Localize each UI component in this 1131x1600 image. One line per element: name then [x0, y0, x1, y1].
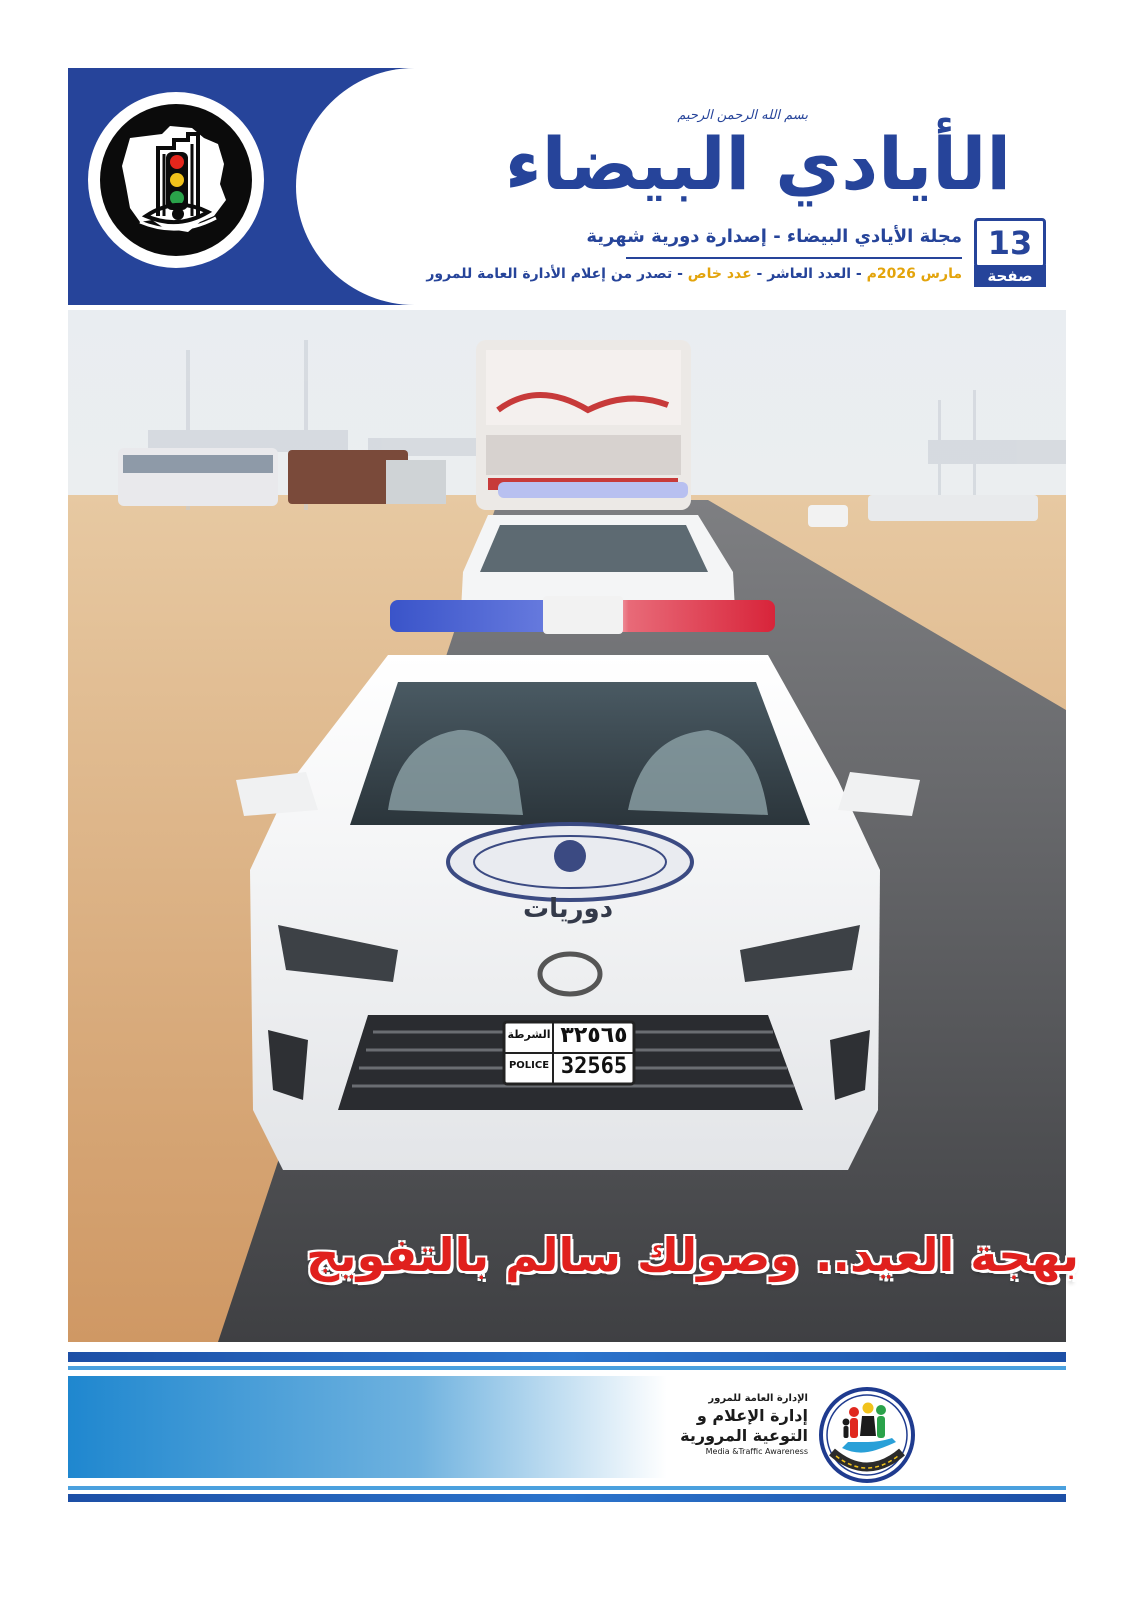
cover-headline: بهجة العيد.. وصولك سالم بالتفويج [306, 1228, 1079, 1282]
footer-stripe-base [68, 1494, 1066, 1502]
dept-line2: إدارة الإعلام و [696, 1406, 808, 1425]
magazine-title: الأيادي البيضاء [504, 122, 1011, 206]
plate-arabic-number: ٣٢٥٦٥ [560, 1023, 628, 1048]
magazine-logo [88, 92, 264, 268]
traffic-light-sudan-map-icon [100, 104, 252, 256]
issue-date: مارس 2026م [866, 266, 962, 282]
department-label [668, 1392, 808, 1458]
basmala: بسم الله الرحمن الرحيم [677, 108, 808, 123]
dept-line3: التوعية المرورية [680, 1426, 808, 1445]
dept-line1: الإدارة العامة للمرور [708, 1393, 808, 1404]
masthead [68, 68, 1066, 305]
cover-photo [68, 310, 1066, 1342]
footer-stripe-top [68, 1352, 1066, 1362]
issue-number: - العدد العاشر - [756, 266, 862, 282]
title-panel [296, 68, 1066, 305]
plate-latin-number: 32565 [560, 1054, 628, 1079]
divider [626, 257, 962, 259]
issue-info [426, 266, 962, 282]
page-number: 13 [974, 218, 1046, 268]
page-word: صفحة [974, 265, 1046, 287]
footer-stripe-thin [68, 1366, 1066, 1370]
page-number-badge [974, 218, 1044, 286]
family-hand-road-icon [818, 1386, 916, 1484]
car-marking: دوريات [522, 894, 614, 924]
special-issue: عدد خاص [687, 266, 752, 282]
plate-latin-label: POLICE [508, 1060, 550, 1071]
magazine-subtitle: مجلة الأيادي البيضاء - إصدارة دورية شهرية [586, 226, 962, 247]
publisher: - تصدر من إعلام الأدارة العامة للمرور [426, 266, 683, 282]
plate-arabic-label: الشرطة [507, 1028, 551, 1041]
footer-band [68, 1376, 1066, 1478]
dept-english: Media &Traffic Awareness [705, 1447, 808, 1456]
footer-stripe-bottom [68, 1486, 1066, 1490]
